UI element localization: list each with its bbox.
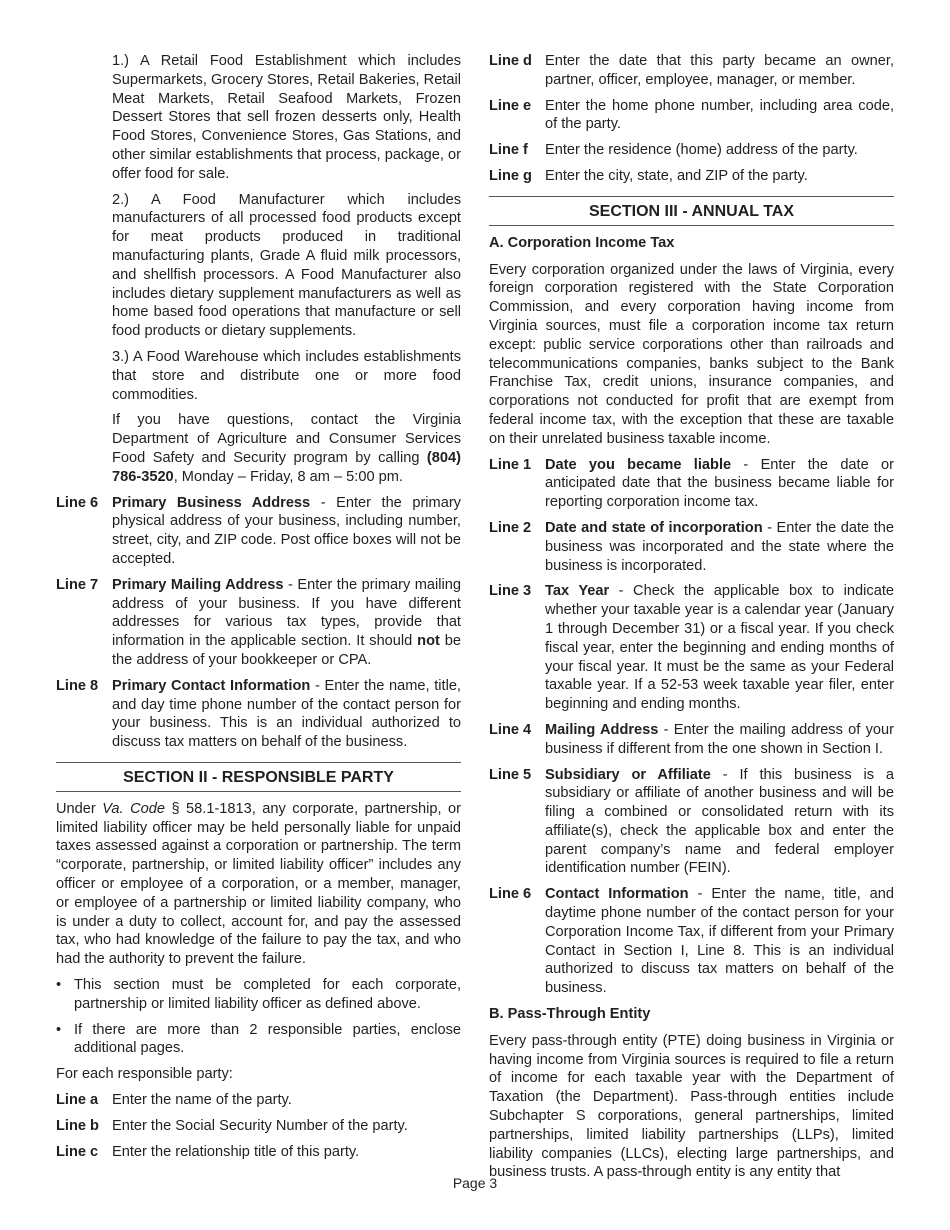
line-label: Line 2	[489, 519, 532, 536]
section-3-heading: SECTION III - ANNUAL TAX	[489, 196, 894, 226]
line-body: - Enter the primary physical address of your business, including number, street, city, and ZIP code. Post office boxes will not be accepted.	[112, 494, 461, 567]
line-text: Enter the relationship title of this party.	[112, 1143, 360, 1160]
contact-vdacs-paragraph	[112, 411, 461, 486]
retail-food-paragraph: 1.) A Retail Food Establishment which includes Supermarkets, Grocery Stores, Retail Bakeries, Retail Meat Markets, Retail Seafood Markets, Frozen Dessert Stores that sell frozen desserts only, Health Food Stores, Convenience Stores, Gas Stations, and other similar establishments that process, package, or offer food for sale.	[112, 53, 461, 182]
line-label: Line a	[56, 1092, 99, 1109]
contact-hours: , Monday – Friday, 8 am – 5:00 pm.	[173, 468, 403, 485]
line-title: Primary Mailing Address	[112, 576, 284, 593]
section-2-heading: SECTION II - RESPONSIBLE PARTY	[56, 762, 461, 792]
line-2-instruction	[489, 519, 894, 575]
line-body: - Enter the date the business was incorporated and the state where the business is incorporated.	[545, 519, 894, 574]
line-body: - Enter the mailing address of your business if different from the one shown in Section I.	[545, 721, 894, 757]
contact-text: If you have questions, contact the Virginia Department of Agriculture and Consumer Services Food Safety and Security program by calling	[112, 412, 461, 466]
line-title: Mailing Address	[545, 721, 659, 738]
line-body: - Enter the date or anticipated date that the business became liable for reporting corporation income tax.	[545, 456, 894, 511]
food-warehouse-paragraph: 3.) A Food Warehouse which includes establishments that store and distribute one or more food commodities.	[112, 348, 461, 403]
line-text: Enter the date that this party became an owner, partner, officer, employee, manager, or member.	[545, 53, 894, 88]
line-title: Date you became liable	[545, 456, 732, 473]
line-body: - Check the applicable box to indicate whether your taxable year is a calendar year (January 1 through December 31) or a fiscal year. If you check fiscal year, enter the beginning and ending months of your fiscal year. It must be the same as your Federal taxable year. If a 52-53 week taxable year filer, enter beginning and ending months.	[545, 583, 894, 713]
line-label: Line 6	[489, 886, 532, 903]
line-e-instruction	[489, 97, 894, 135]
text: Under	[56, 800, 103, 817]
line-label: Line 6	[56, 494, 99, 511]
line-body: - Enter the name, title, and day time phone number of the contact person for your business. This is an individual authorized to discuss tax matters on behalf of the business.	[112, 677, 461, 751]
line-6-contact-instruction	[489, 885, 894, 998]
text: § 58.1-1813, any corporate, partnership, or limited liability officer may be held personally liable for unpaid taxes assessed against a corporation or partnership. The term “corporate, partnership, or limited liability officer” includes any officer or employee of a corporation, or a member, manager, or employee of a partnership or limited liability company, who is under a duty to collect, account for, and pay the assessed tax, who had knowledge of the failure to pay the tax, and who had the authority to prevent the failure.	[56, 800, 461, 968]
line-body: - Enter the primary mailing address of your business. If you have different addresses for various tax types, provide that information in the applicable section. It should	[112, 576, 461, 650]
line-3-instruction	[489, 582, 894, 714]
line-title: Date and state of incorporation	[545, 519, 763, 536]
line-label: Line f	[489, 142, 528, 159]
left-column	[56, 52, 461, 1168]
corporation-income-tax-paragraph: Every corporation organized under the laws of Virginia, every foreign corporation registered with the State Corporation Commission, and every corporation having income from Virginia sources, must file a corporation income tax return except: public service corporations other than railroads and telecommunications companies, banks subject to the Bank Franchise Tax, credit unions, insurance companies, and corporations not conducted for profit that are exempt from federal income tax, with the exception that these are taxable on their unrelated business taxable income.	[489, 261, 894, 447]
bullet-item	[56, 976, 461, 1014]
bullet-icon: •	[56, 977, 62, 994]
each-party-intro: For each responsible party:	[56, 1066, 233, 1083]
line-label: Line e	[489, 97, 532, 114]
line-text	[545, 519, 894, 575]
line-title: Tax Year	[545, 583, 610, 600]
right-column	[489, 52, 894, 1189]
line-label: Line c	[56, 1143, 99, 1160]
line-title: Primary Business Address	[112, 494, 311, 511]
line-text	[112, 494, 461, 569]
line-text	[545, 721, 894, 759]
line-body: - If this business is a subsidiary or affiliate of another business and will be filing a combined or consolidated return with its affiliate(s), check the applicable box and enter the parent company’s name and federal employer identification number (FEIN).	[545, 766, 894, 877]
line-text: Enter the residence (home) address of the party.	[545, 142, 858, 159]
bullet-item	[56, 1021, 461, 1059]
line-text	[545, 582, 894, 714]
line-text	[112, 677, 461, 752]
line-label: Line 5	[489, 766, 532, 783]
va-code: Va. Code	[102, 800, 165, 817]
line-label: Line b	[56, 1117, 99, 1134]
phone-number: (804) 786-3520	[112, 449, 461, 485]
line-label: Line 1	[489, 456, 532, 473]
line-4-instruction	[489, 721, 894, 759]
line-7-instruction	[56, 576, 461, 670]
corporation-income-tax-heading: A. Corporation Income Tax	[489, 234, 675, 251]
line-title: Subsidiary or Affiliate	[545, 766, 711, 783]
bullet-text: If there are more than 2 responsible parties, enclose additional pages.	[74, 1021, 461, 1057]
line-text: Enter the Social Security Number of the party.	[112, 1117, 408, 1134]
line-text	[545, 885, 894, 998]
line-c-instruction	[56, 1143, 461, 1162]
line-a-instruction	[56, 1091, 461, 1110]
line-label: Line 3	[489, 583, 532, 600]
line-body-end: be the address of your bookkeeper or CPA.	[112, 633, 461, 668]
line-g-instruction	[489, 167, 894, 186]
line-text	[545, 766, 894, 879]
line-title: Primary Contact Information	[112, 677, 311, 694]
line-5-instruction	[489, 766, 894, 879]
line-text: Enter the home phone number, including area code, of the party.	[545, 97, 894, 133]
line-1-instruction	[489, 456, 894, 512]
line-label: Line g	[489, 167, 532, 184]
emphasis-not: not	[417, 633, 440, 650]
line-text	[112, 576, 461, 670]
line-title: Contact Information	[545, 886, 689, 903]
line-d-instruction	[489, 52, 894, 90]
line-f-instruction	[489, 141, 894, 160]
pass-through-entity-heading: B. Pass-Through Entity	[489, 1006, 651, 1023]
line-label: Line 7	[56, 576, 99, 593]
food-manufacturer-paragraph: 2.) A Food Manufacturer which includes manufacturers of all processed food products except for meat products produced in traditional manufacturing plants, Grade A fluid milk processors, and shellfish processors. A Food Manufacturer also includes dietary supplement manufacturers as well as home based food operations that manufacture or sell food products or dietary supplements.	[112, 191, 461, 340]
line-text	[545, 456, 894, 512]
line-b-instruction	[56, 1117, 461, 1136]
line-text: Enter the name of the party.	[112, 1092, 292, 1109]
line-6-instruction	[56, 494, 461, 569]
line-label: Line 8	[56, 677, 99, 694]
page-number: Page 3	[452, 1175, 498, 1191]
bullet-text: This section must be completed for each corporate, partnership or limited liability officer as defined above.	[74, 977, 461, 1012]
line-label: Line d	[489, 53, 532, 69]
line-text: Enter the city, state, and ZIP of the party.	[545, 167, 808, 184]
line-label: Line 4	[489, 721, 532, 738]
responsible-party-paragraph	[56, 800, 461, 969]
bullet-icon: •	[56, 1021, 62, 1038]
line-8-instruction	[56, 677, 461, 752]
line-body: - Enter the name, title, and daytime phone number of the contact person for your Corporation Income Tax, if different from your Primary Contact in Section I, Line 8. This is an individual authorized to discuss tax matters on behalf of the business.	[545, 886, 895, 997]
pass-through-entity-paragraph: Every pass-through entity (PTE) doing business in Virginia or having income from Virginia sources is required to file a return of income for each taxable year with the Department of Taxation (the Department). Pass-through entities include Subchapter S corporations, general partnerships, limited partnerships, limited liability partnerships (LLPs), limited liability companies (LLCs), electing large partnerships, and business trusts. A pass-through entity is any entity that	[489, 1032, 894, 1181]
